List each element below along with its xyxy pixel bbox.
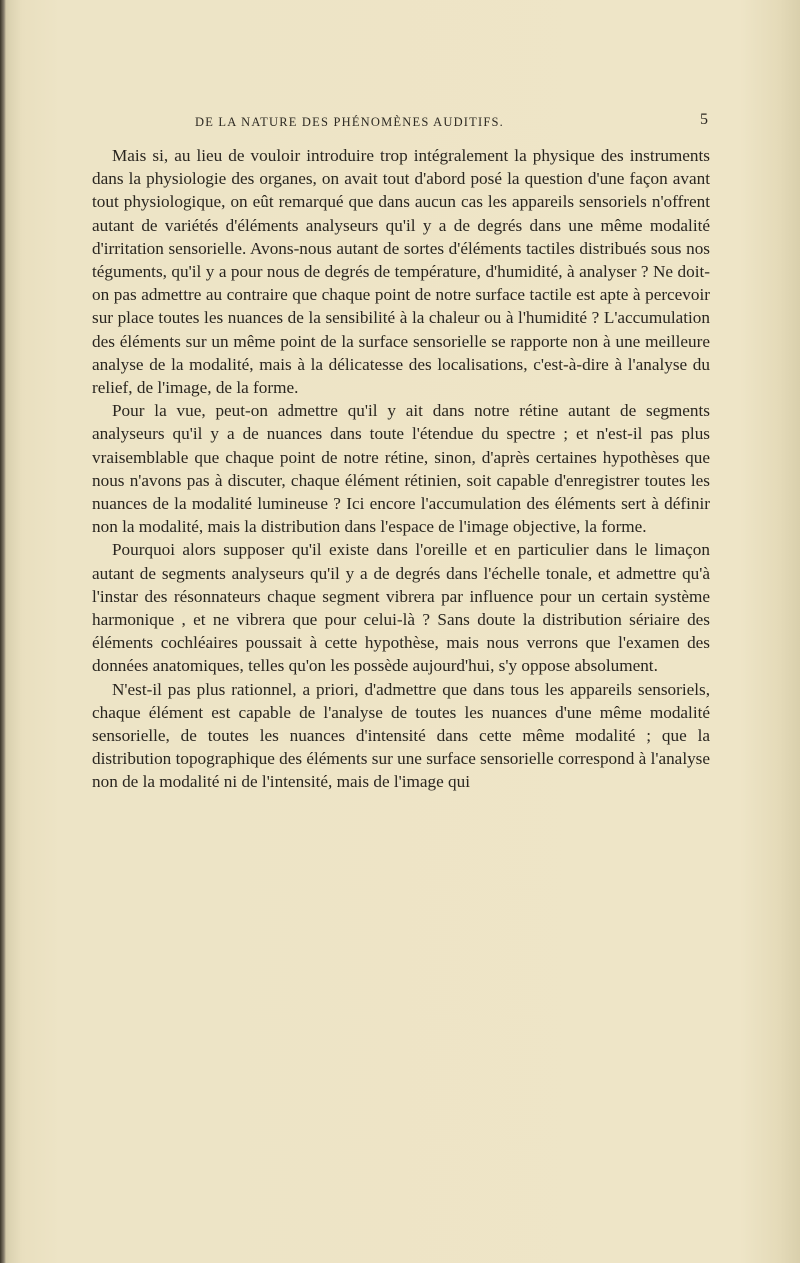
- page-number: 5: [700, 111, 708, 128]
- paragraph: N'est-il pas plus rationnel, a priori, d'admettre que dans tous les appareils sensoriels, chaque élément est capable de l'analyse de toutes les nuances d'une même modalité sensorielle, de toutes les nuances d'intensité dans cette même modalité ; que la distribution topographique des éléments sur une surface sensorielle correspond à l'analyse non de la modalité ni de l'intensité, mais de l'image qui: [92, 679, 710, 792]
- running-title: DE LA NATURE DES PHÉNOMÈNES AUDITIFS.: [195, 115, 504, 129]
- paragraph: Pourquoi alors supposer qu'il existe dans l'oreille et en particulier dans le limaçon autant de segments analyseurs qu'il y a de degrés dans l'échelle tonale, et admettre qu'à l'instar des résonnateurs chaque segment vibrera par influence pour un certain système harmonique , et ne vibrera que pour celui-là ? Sans doute la distribution sériaire des éléments cochléaires poussait à cette hypothèse, mais nous verrons que l'examen des données anatomiques, telles qu'on les possède aujourd'hui, s'y oppose absolument.: [92, 540, 710, 676]
- page-binding-edge: [0, 0, 6, 1263]
- paragraph: Mais si, au lieu de vouloir introduire trop intégralement la physique des instruments dans la physiologie des organes, on avait tout d'abord posé la question d'une façon avant tout physiologique, on eût remarqué que dans aucun cas les appareils sensoriels n'offrent autant de variétés d'éléments analyseurs qu'il y a de degrés dans une même modalité d'irritation sensorielle. Avons-nous autant de sortes d'éléments tactiles distribués sous nos téguments, qu'il y a pour nous de degrés de température, d'humidité, à analyser ? Ne doit-on pas admettre au contraire que chaque point de notre surface tactile est apte à percevoir sur place toutes les nuances de la sensibilité à la chaleur ou à l'humidité ? L'accumulation des éléments sur un même point de la surface sensorielle se rapporte non à une meilleure analyse de la modalité, mais à la délicatesse des localisations, c'est-à-dire à l'analyse du relief, de l'image, de la forme.: [92, 146, 710, 398]
- paragraph: Pour la vue, peut-on admettre qu'il y ait dans notre rétine autant de segments analyseurs qu'il y a de nuances dans toute l'étendue du spectre ; et n'est-il pas plus vraisemblable que chaque point de notre rétine, sinon, d'après certaines hypothèses que nous n'avons pas à discuter, chaque élément rétinien, soit capable d'enregistrer toutes les nuances de la modalité lumineuse ? Ici encore l'accumulation des éléments sert à définir non la modalité, mais la distribution dans l'espace de l'image objective, la forme.: [92, 401, 710, 537]
- body-text: [92, 144, 710, 794]
